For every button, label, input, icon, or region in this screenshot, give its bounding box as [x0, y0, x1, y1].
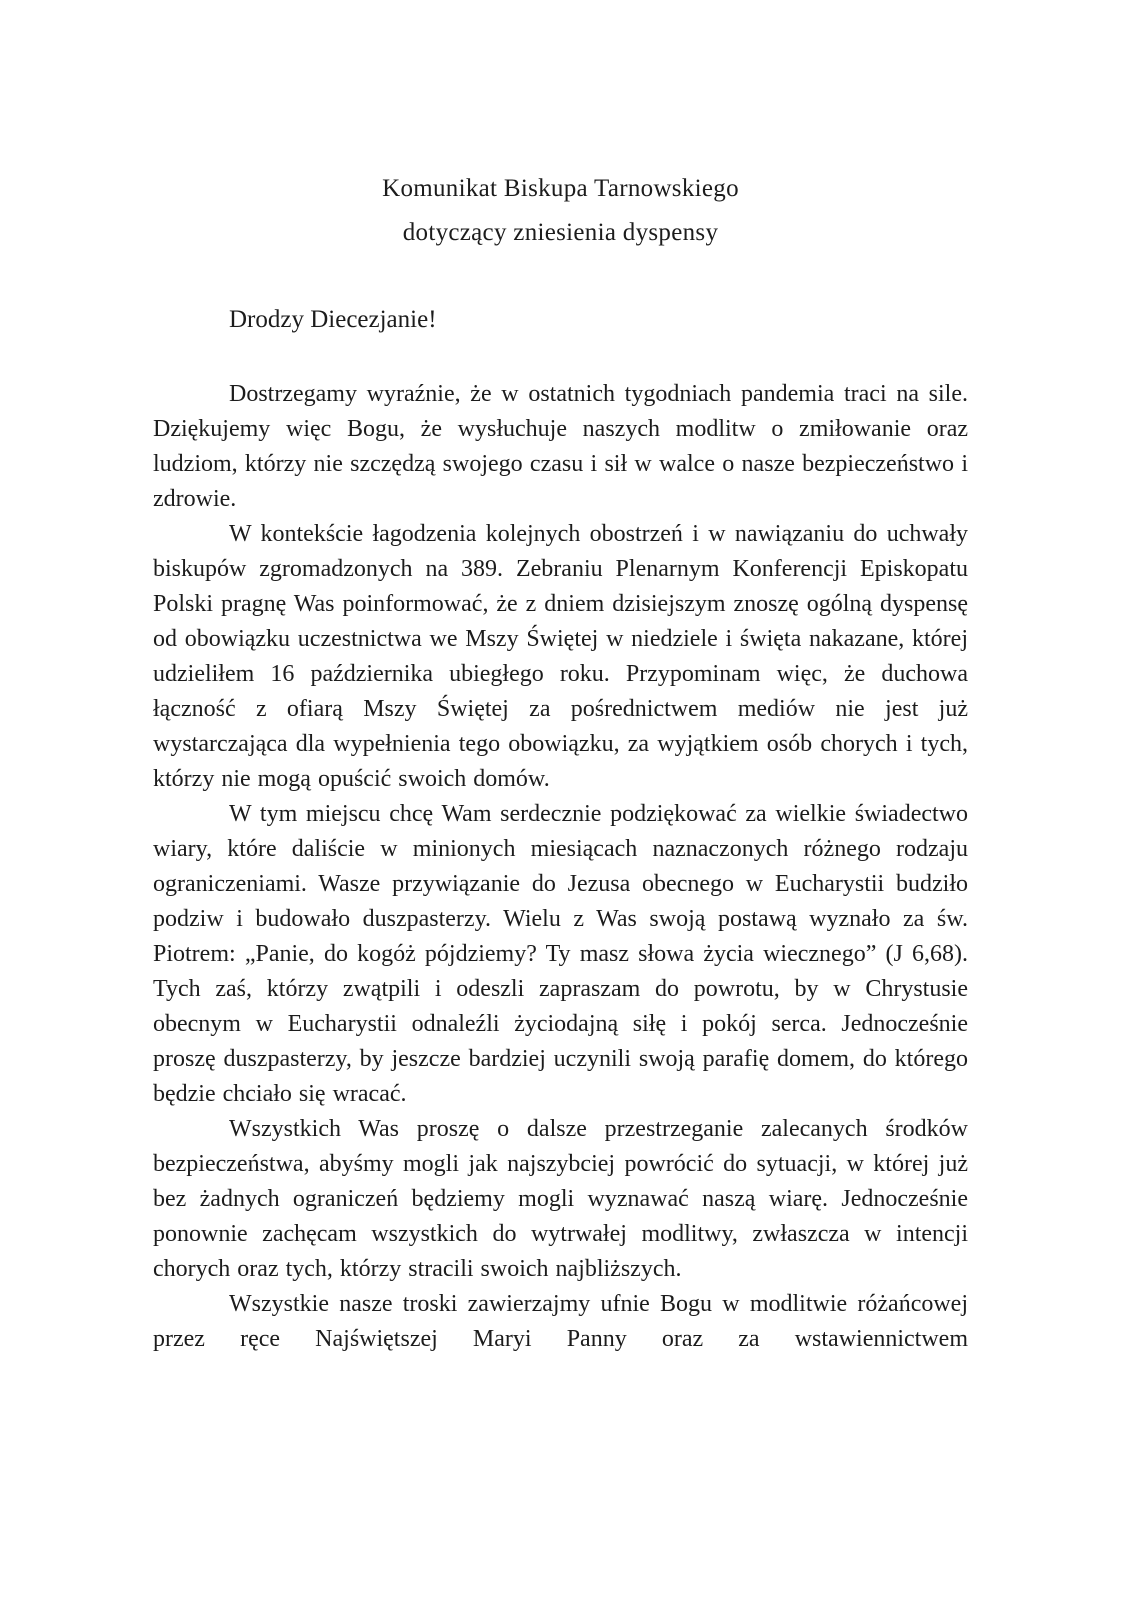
paragraph-4: Wszystkich Was proszę o dalsze przestrzeganie zalecanych środków bezpieczeństwa, abyśmy mogli jak najszybciej powrócić do sytuacji, w której już bez żadnych ograniczeń będziemy mogli wyznawać naszą wiarę. Jednocześnie ponownie zachęcam wszystkich do wytrwałej modlitwy, zwłaszcza w intencji chorych oraz tych, którzy stracili swoich najbliższych. [153, 1116, 968, 1282]
paragraph-5: Wszystkie nasze troski zawierzajmy ufnie Bogu w modlitwie różańcowej przez ręce Najświętszej Maryi Panny oraz za wstawiennictwem [153, 1291, 968, 1352]
paragraph-3: W tym miejscu chcę Wam serdecznie podziękować za wielkie świadectwo wiary, które daliście w minionych miesiącach naznaczonych różnego rodzaju ograniczeniami. Wasze przywiązanie do Jezusa obecnego w Eucharystii budziło podziw i budowało duszpasterzy. Wielu z Was swoją postawą wyznało za św. Piotrem: „Panie, do kogóż pójdziemy? Ty masz słowa życia wiecznego” (J 6,68). Tych zaś, którzy zwątpili i odeszli zapraszam do powrotu, by w Chrystusie obecnym w Eucharystii odnaleźli życiodajną siłę i pokój serca. Jednocześnie proszę duszpasterzy, by jeszcze bardziej uczynili swoją parafię domem, do którego będzie chciało się wracać. [153, 801, 968, 1107]
title-line-1: Komunikat Biskupa Tarnowskiego [382, 175, 739, 202]
paragraph-1: Dostrzegamy wyraźnie, że w ostatnich tygodniach pandemia traci na sile. Dziękujemy więc Bogu, że wysłuchuje naszych modlitw o zmiłowanie oraz ludziom, którzy nie szczędzą swojego czasu i sił w walce o nasze bezpieczeństwo i zdrowie. [153, 381, 968, 512]
document-title [153, 167, 968, 255]
title-line-2: dotyczący zniesienia dyspensy [402, 219, 719, 246]
salutation: Drodzy Diecezjanie! [229, 306, 437, 333]
paragraph-2: W kontekście łagodzenia kolejnych obostrzeń i w nawiązaniu do uchwały biskupów zgromadzonych na 389. Zebraniu Plenarnym Konferencji Episkopatu Polski pragnę Was poinformować, że z dniem dzisiejszym znoszę ogólną dyspensę od obowiązku uczestnictwa we Mszy Świętej w niedziele i święta nakazane, której udzieliłem 16 października ubiegłego roku. Przypominam więc, że duchowa łączność z ofiarą Mszy Świętej za pośrednictwem mediów nie jest już wystarczająca dla wypełnienia tego obowiązku, za wyjątkiem osób chorych i tych, którzy nie mogą opuścić swoich domów. [153, 521, 968, 792]
